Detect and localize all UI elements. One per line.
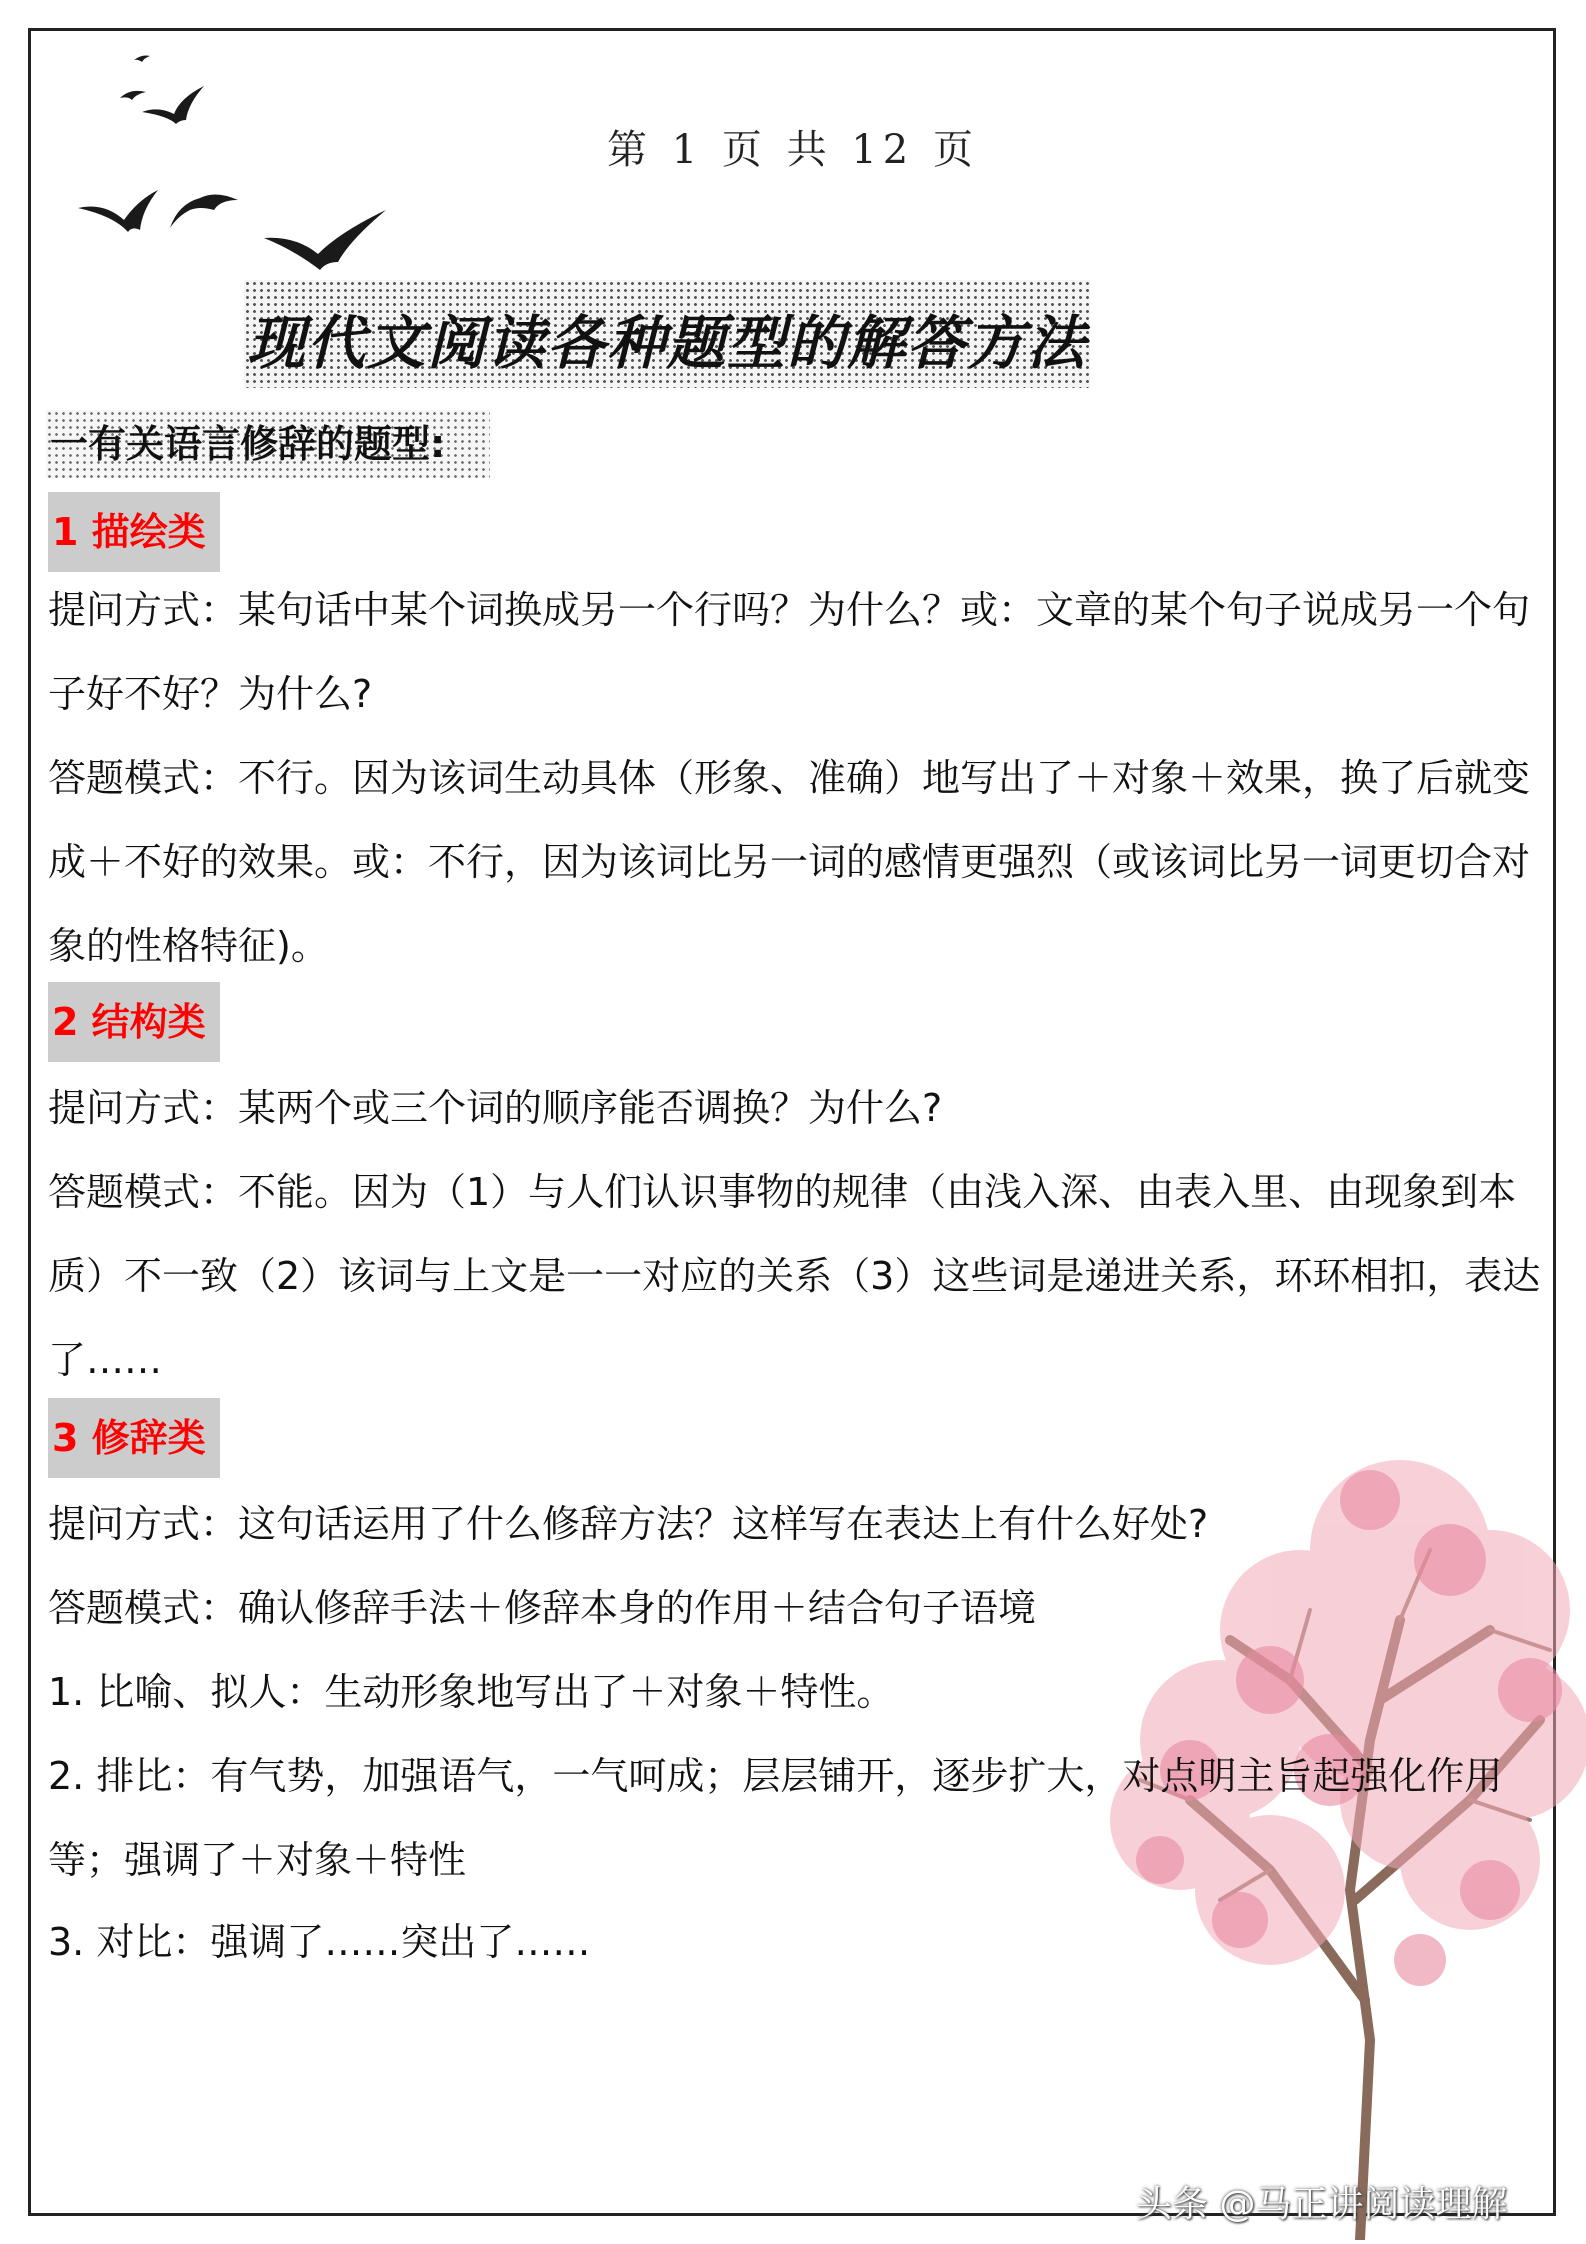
subsection-label: 1 描绘类 [48, 492, 220, 572]
paragraph: 答题模式：确认修辞手法＋修辞本身的作用＋结合句子语境 [48, 1586, 1037, 1630]
list-item: 1. 比喻、拟人：生动形象地写出了＋对象＋特性。 [48, 1670, 895, 1714]
list-item: 3. 对比：强调了……突出了…… [48, 1920, 591, 1964]
subsection-label: 3 修辞类 [48, 1398, 220, 1478]
list-item: 2. 排比：有气势，加强语气，一气呵成；层层铺开，逐步扩大，对点明主旨起强化作用等；强调了＋对象＋特性 [48, 1754, 1503, 1882]
paragraph: 提问方式：这句话运用了什么修辞方法？这样写在表达上有什么好处? [48, 1502, 1209, 1546]
paragraph: 答题模式：不行。因为该词生动具体（形象、准确）地写出了＋对象＋效果，换了后就变成＋不好的效果。或：不行，因为该词比另一词的感情更强烈（或该词比另一词更切合对象的性格特征)。 [48, 756, 1531, 968]
subsection-label: 2 结构类 [48, 982, 220, 1062]
section-heading-box [46, 410, 490, 478]
paragraph: 提问方式：某两个或三个词的顺序能否调换？为什么? [48, 1086, 943, 1130]
paragraph: 答题模式：不能。因为（1）与人们认识事物的规律（由浅入深、由表入里、由现象到本质）不一致（2）该词与上文是一一对应的关系（3）这些词是递进关系，环环相扣，表达了…… [48, 1170, 1541, 1382]
page-title: 现代文阅读各种题型的解答方法 [246, 309, 1087, 377]
paragraph: 提问方式：某句话中某个词换成另一个行吗？为什么？或：文章的某个句子说成另一个句子好不好？为什么? [48, 588, 1531, 716]
section-heading: 一有关语言修辞的题型: [50, 422, 446, 466]
page-number: 第 1 页 共 12 页 [607, 127, 979, 173]
watermark: 头条 @马正讲阅读理解 [1136, 2184, 1508, 2225]
